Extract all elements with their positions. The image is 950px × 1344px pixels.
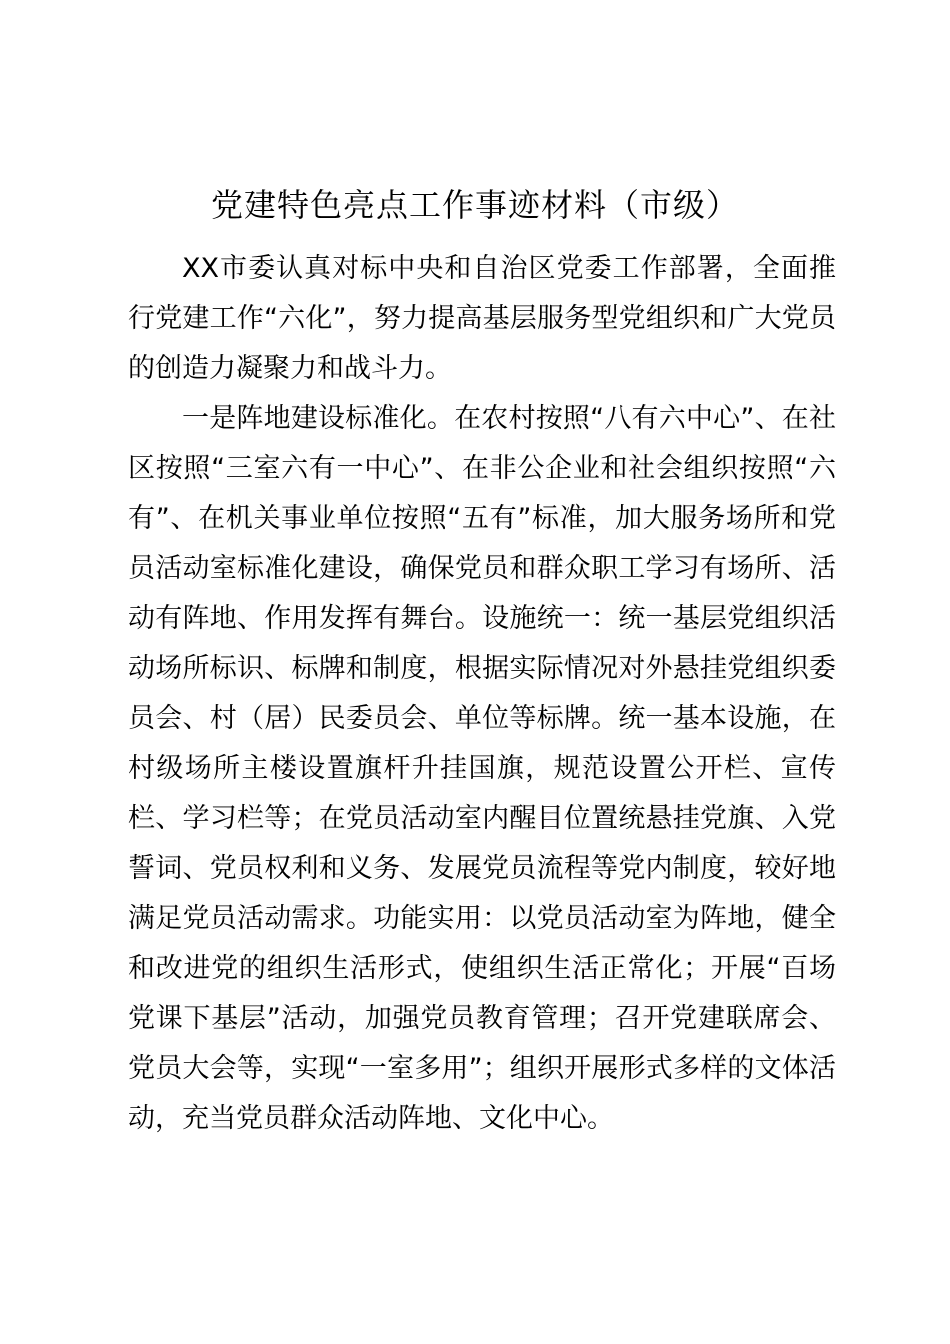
document-title: 党建特色亮点工作事迹材料（市级） xyxy=(210,186,739,224)
paragraph-intro: XX市委认真对标中央和自治区党委工作部署，全面推行党建工作“六化”，努力提高基层服务型党组织和广大党员的创造力凝聚力和战斗力。 xyxy=(128,253,836,384)
paragraph-position-construction: 一是阵地建设标准化。在农村按照“八有六中心”、在社区按照“三室六有一中心”、在非公企业和社会组织按照“六有”、在机关事业单位按照“五有”标准，加大服务场所和党员活动室标准化建设，确保党员和群众职工学习有场所、活动有阵地、作用发挥有舞台。设施统一：统一基层党组织活动场所标识、标牌和制度，根据实际情况对外悬挂党组织委员会、村（居）民委员会、单位等标牌。统一基本设施，在村级场所主楼设置旗杆升挂国旗，规范设置公开栏、宣传栏、学习栏等；在党员活动室内醒目位置统悬挂党旗、入党誓词、党员权利和义务、发展党员流程等党内制度，较好地满足党员活动需求。功能实用：以党员活动室为阵地，健全和改进党的组织生活形式，使组织生活正常化；开展“百场党课下基层”活动，加强党员教育管理；召开党建联席会、党员大会等，实现“一室多用”；组织开展形式多样的文体活动，充当党员群众活动阵地、文化中心。 xyxy=(128,403,836,1134)
document-body xyxy=(128,244,836,1144)
